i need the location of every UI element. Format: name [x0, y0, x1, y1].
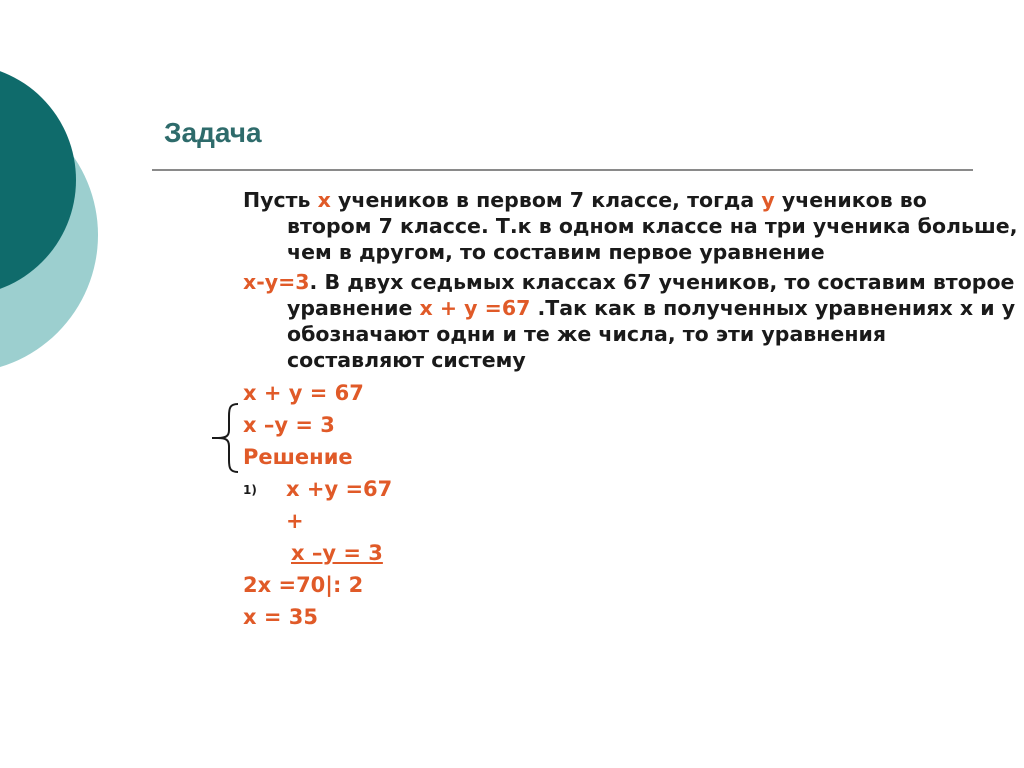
- step-2-text: [243, 541, 383, 565]
- solution-step-1: [243, 473, 1018, 505]
- solution-step-3: 2x =70|: 2: [243, 573, 364, 597]
- system-line-2: x –y = 3: [243, 413, 335, 437]
- var-y: y: [761, 188, 775, 212]
- equation-1: x-y=3: [243, 270, 310, 294]
- system-line-1: x + y = 67: [243, 381, 364, 405]
- title-divider: [152, 169, 973, 171]
- decorative-circles: [0, 0, 110, 410]
- p1-text-2: учеников в первом 7 классе, тогда: [330, 188, 762, 212]
- p2-text-2: .Так как в полученных уравнениях x и y обозначают одни и те же числа, то эти уравнения составляют систему: [287, 296, 1016, 372]
- slide-body: [243, 187, 1018, 633]
- list-number: 1): [243, 483, 257, 497]
- solution-heading: Решение: [243, 445, 353, 469]
- step-2-value: x –y = 3: [291, 541, 383, 565]
- step-1-text: x +y =67: [286, 477, 393, 501]
- system-brace-icon: [212, 400, 242, 476]
- equation-2: x + y =67: [419, 296, 538, 320]
- p1-text-1: Пусть: [243, 188, 318, 212]
- paragraph-1: [243, 187, 1018, 265]
- solution-step-2: [243, 537, 1018, 569]
- p1-text-3: учеников во втором 7 классе. Т.к в одном классе на три ученика больше, чем в другом, то составим первое уравнение: [287, 188, 1018, 264]
- slide-title: Задача: [164, 117, 262, 148]
- plus-sign: +: [286, 509, 304, 533]
- var-x: x: [317, 188, 331, 212]
- p2-text-1: . В двух седьмых классах 67 учеников, то составим второе уравнение: [287, 270, 1015, 320]
- paragraph-2: [243, 269, 1018, 373]
- solution-plus: [243, 505, 1018, 537]
- solution-result: x = 35: [243, 605, 318, 629]
